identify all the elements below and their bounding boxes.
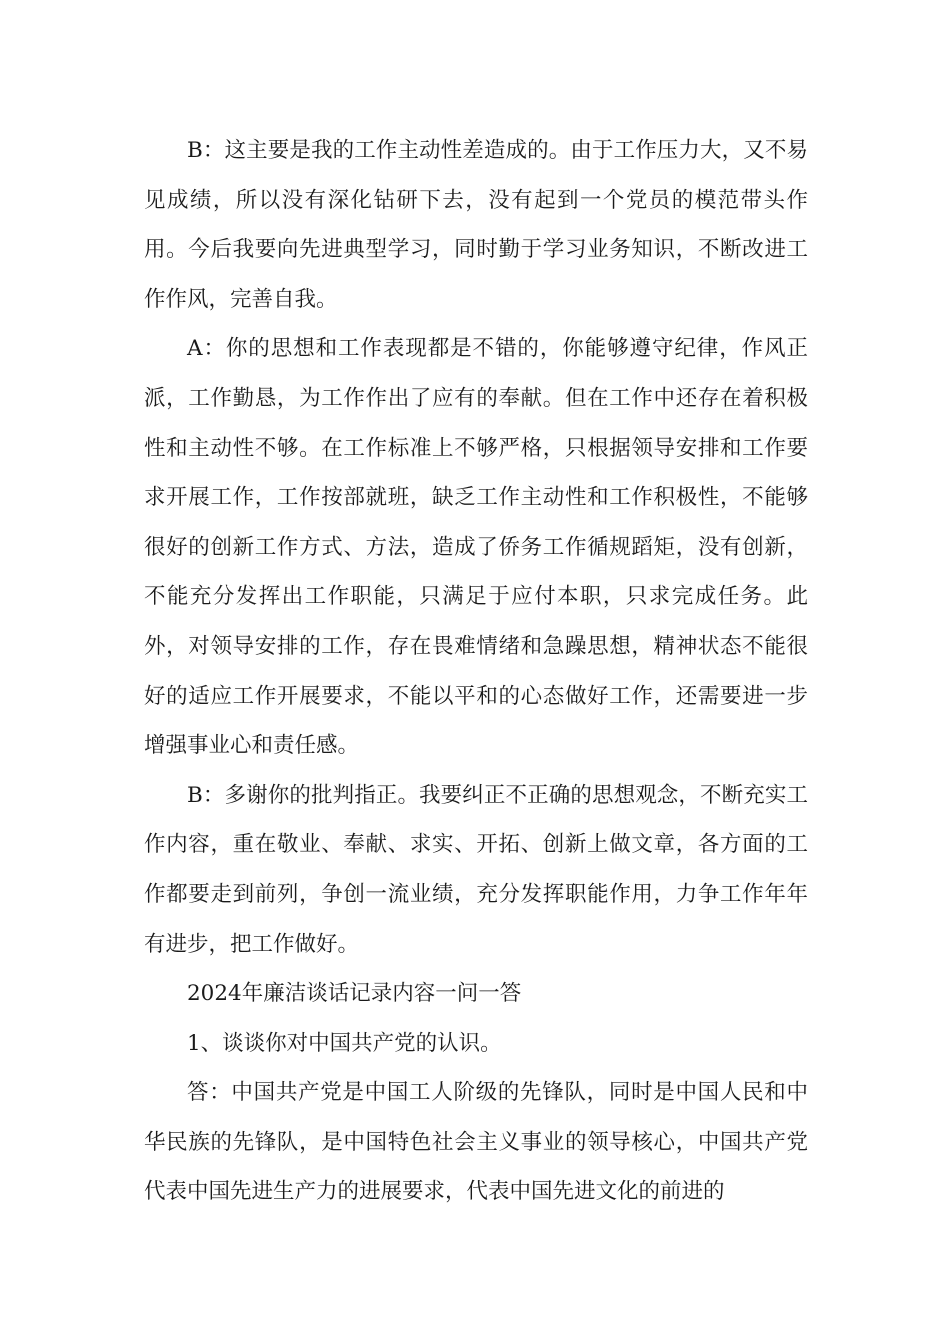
- paragraph-b-response: B：这主要是我的工作主动性差造成的。由于工作压力大，又不易见成绩，所以没有深化钻研下去，没有起到一个党员的模范带头作用。今后我要向先进典型学习，同时勤于学习业务知识，不断改进工作作风，完善自我。: [144, 138, 808, 312]
- paragraph-a-evaluation: A：你的思想和工作表现都是不错的，你能够遵守纪律，作风正派，工作勤恳，为工作作出了应有的奉献。但在工作中还存在着积极性和主动性不够。在工作标准上不够严格，只根据领导安排和工作要求开展工作，工作按部就班，缺乏工作主动性和工作积极性，不能够很好的创新工作方式、方法，造成了侨务工作循规蹈矩，没有创新，不能充分发挥出工作职能，只满足于应付本职，只求完成任务。此外，对领导安排的工作，存在畏难情绪和急躁思想，精神状态不能很好的适应工作开展要求，不能以平和的心态做好工作，还需要进一步增强事业心和责任感。: [144, 336, 808, 759]
- section-title: 2024年廉洁谈话记录内容一问一答: [187, 981, 522, 1007]
- document-body: [144, 126, 808, 1217]
- paragraph-b-acknowledgement: B：多谢你的批判指正。我要纠正不正确的思想观念，不断充实工作内容，重在敬业、奉献、求实、开拓、创新上做文章，各方面的工作都要走到前列，争创一流业绩，充分发挥职能作用，力争工作年年有进步，把工作做好。: [144, 782, 808, 957]
- question-1: 1、谈谈你对中国共产党的认识。: [187, 1030, 502, 1056]
- answer-1: 答：中国共产党是中国工人阶级的先锋队，同时是中国人民和中华民族的先锋队，是中国特色社会主义事业的领导核心，中国共产党代表中国先进生产力的进展要求，代表中国先进文化的前进的: [144, 1080, 808, 1205]
